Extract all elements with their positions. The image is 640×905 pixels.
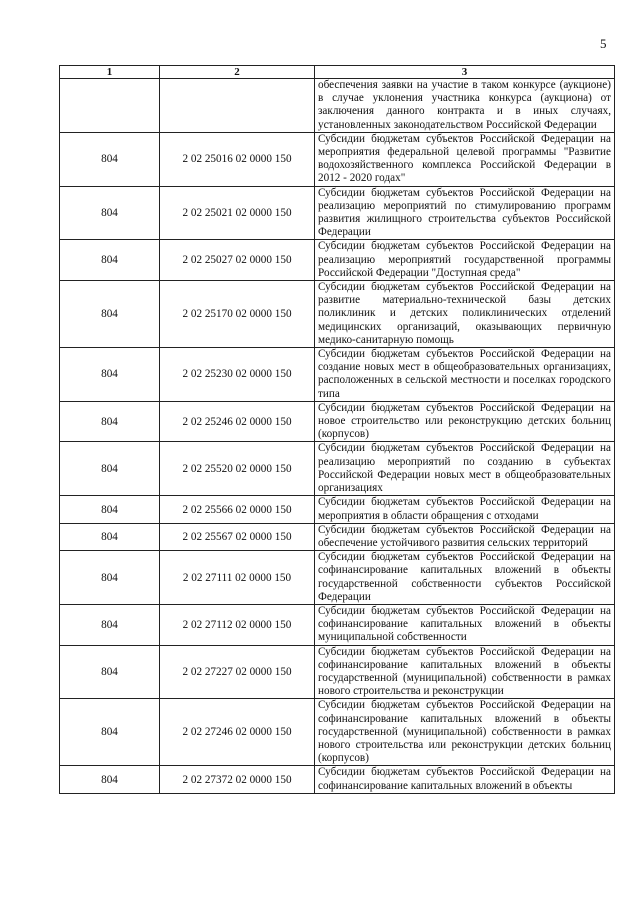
cell-code [160,79,315,133]
cell-admin: 804 [60,645,160,699]
table-row [60,604,615,645]
cell-admin [60,79,160,133]
table-row [60,401,615,442]
cell-admin: 804 [60,132,160,186]
table-row [60,766,615,793]
cell-description: Субсидии бюджетам субъектов Российской Федерации на развитие материально-технической базы детских поликлиник и детских поликлинических отделений медицинских организаций, оказывающих первичную медико-санитарную помощь [315,281,615,348]
cell-code: 2 02 25230 02 0000 150 [160,348,315,402]
table-row [60,348,615,402]
cell-code: 2 02 25246 02 0000 150 [160,401,315,442]
cell-admin: 804 [60,604,160,645]
table-row [60,442,615,496]
cell-description: Субсидии бюджетам субъектов Российской Федерации на обеспечение устойчивого развития сельских территорий [315,523,615,550]
cell-code: 2 02 25021 02 0000 150 [160,186,315,240]
budget-codes-table [59,65,615,794]
cell-code: 2 02 25027 02 0000 150 [160,240,315,281]
cell-code: 2 02 27372 02 0000 150 [160,766,315,793]
cell-admin: 804 [60,348,160,402]
cell-description: Субсидии бюджетам субъектов Российской Федерации на мероприятия федеральной целевой программы "Развитие водохозяйственного комплекса Российской Федерации в 2012 - 2020 годах" [315,132,615,186]
cell-code: 2 02 25567 02 0000 150 [160,523,315,550]
header-col-3: 3 [315,66,615,79]
cell-description: Субсидии бюджетам субъектов Российской Федерации на софинансирование капитальных вложений в объекты государственной собственности субъектов Российской Федерации [315,551,615,605]
cell-code: 2 02 27111 02 0000 150 [160,551,315,605]
cell-description: Субсидии бюджетам субъектов Российской Федерации на реализацию мероприятий по стимулированию программ развития жилищного строительства субъектов Российской Федерации [315,186,615,240]
table-row [60,186,615,240]
cell-description: обеспечения заявки на участие в таком конкурсе (аукционе) в случае уклонения участника конкурса (аукциона) от заключения данного контракта и в иных случаях, установленных законодательством Российской Федерации [315,79,615,133]
cell-description: Субсидии бюджетам субъектов Российской Федерации на софинансирование капитальных вложений в объекты государственной (муниципальной) собственности в рамках нового строительства или реконструкции детских больниц (корпусов) [315,699,615,766]
table-row [60,551,615,605]
cell-admin: 804 [60,442,160,496]
cell-description: Субсидии бюджетам субъектов Российской Федерации на реализацию мероприятий государственной программы Российской Федерации "Доступная среда" [315,240,615,281]
cell-admin: 804 [60,766,160,793]
cell-code: 2 02 27246 02 0000 150 [160,699,315,766]
cell-code: 2 02 27112 02 0000 150 [160,604,315,645]
table-row [60,699,615,766]
cell-admin: 804 [60,523,160,550]
cell-code: 2 02 25170 02 0000 150 [160,281,315,348]
cell-description: Субсидии бюджетам субъектов Российской Федерации на новое строительство или реконструкцию детских больниц (корпусов) [315,401,615,442]
cell-admin: 804 [60,401,160,442]
cell-description: Субсидии бюджетам субъектов Российской Федерации на софинансирование капитальных вложений в объекты государственной (муниципальной) собственности в рамках нового строительства и реконструкции [315,645,615,699]
cell-description: Субсидии бюджетам субъектов Российской Федерации на мероприятия в области обращения с отходами [315,496,615,523]
cell-description: Субсидии бюджетам субъектов Российской Федерации на реализацию мероприятий по созданию в субъектах Российской Федерации новых мест в общеобразовательных организациях [315,442,615,496]
cell-code: 2 02 25016 02 0000 150 [160,132,315,186]
cell-description: Субсидии бюджетам субъектов Российской Федерации на создание новых мест в общеобразовательных организациях, расположенных в сельской местности и поселках городского типа [315,348,615,402]
table-row [60,132,615,186]
table-row-continuation [60,79,615,133]
table-row [60,645,615,699]
cell-code: 2 02 27227 02 0000 150 [160,645,315,699]
table-row [60,240,615,281]
table-row [60,281,615,348]
cell-code: 2 02 25566 02 0000 150 [160,496,315,523]
cell-admin: 804 [60,699,160,766]
header-col-2: 2 [160,66,315,79]
table-row [60,523,615,550]
cell-code: 2 02 25520 02 0000 150 [160,442,315,496]
page-number: 5 [600,36,607,51]
table-row [60,496,615,523]
cell-admin: 804 [60,186,160,240]
header-col-1: 1 [60,66,160,79]
cell-description: Субсидии бюджетам субъектов Российской Федерации на софинансирование капитальных вложений в объекты [315,766,615,793]
cell-admin: 804 [60,281,160,348]
table-header-row [60,66,615,79]
cell-admin: 804 [60,551,160,605]
cell-admin: 804 [60,240,160,281]
cell-description: Субсидии бюджетам субъектов Российской Федерации на софинансирование капитальных вложений в объекты муниципальной собственности [315,604,615,645]
cell-admin: 804 [60,496,160,523]
